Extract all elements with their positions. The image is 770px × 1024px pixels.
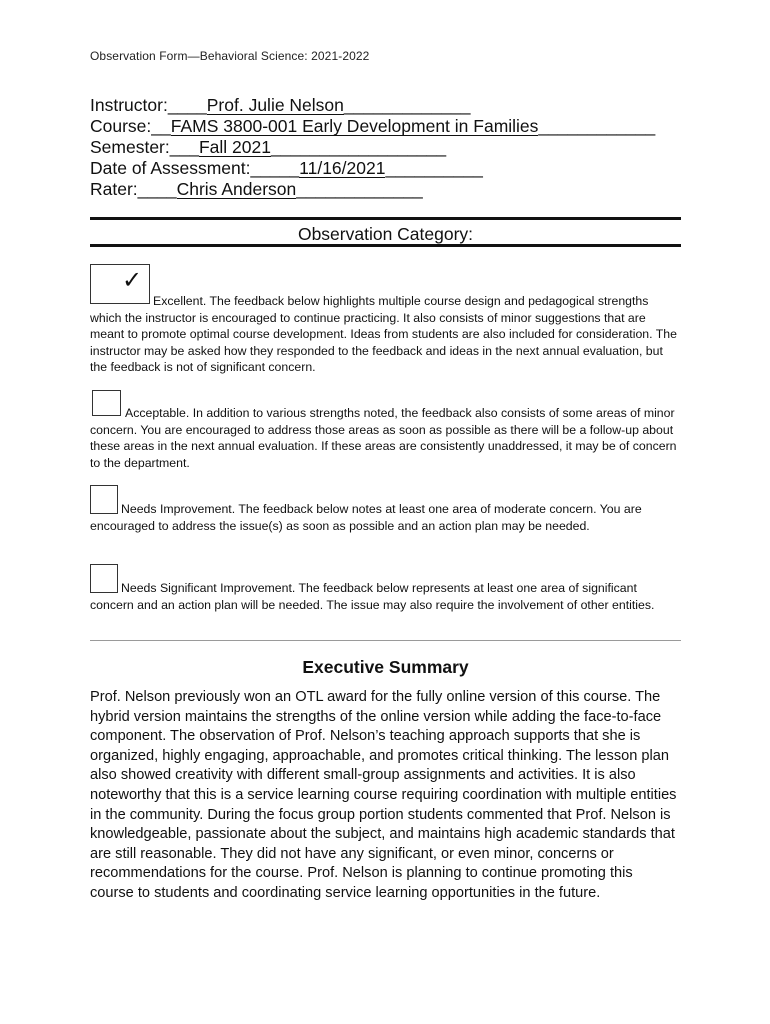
executive-summary-title: Executive Summary: [302, 657, 469, 677]
section-divider: [90, 640, 681, 641]
needs-improvement-label: Needs Improvement.: [121, 502, 236, 516]
course-underline-pre: __: [151, 116, 171, 136]
semester-underline-post: __________________: [270, 137, 447, 157]
excellent-label: Excellent.: [153, 294, 207, 308]
date-value: 11/16/2021: [299, 158, 386, 178]
instructor-label: Instructor:: [90, 95, 168, 115]
date-underline-post: __________: [385, 158, 483, 178]
excellent-description: The feedback below highlights multiple course design and pedagogical strengths which the instructor is encouraged to continue practicing. It also consists of minor suggestions that are meant to promote optimal course development. Ideas from students are also included for consideration. The instructor may be asked how they responded to the feedback and ideas in the next annual evaluation, but the feedback is not of significant concern.: [90, 294, 677, 374]
instructor-field: [90, 95, 470, 116]
form-header: Observation Form—Behavioral Science: 2021-2022: [90, 49, 370, 63]
acceptable-description: In addition to various strengths noted, the feedback also consists of some areas of minor concern. You are encouraged to address those areas as soon as possible as there will be a follow-up about these areas in the next annual evaluation. If these areas are consistently unaddressed, it may be of concern to the department.: [90, 406, 677, 470]
course-label: Course:: [90, 116, 152, 136]
acceptable-option: [90, 405, 682, 471]
rater-underline-pre: ____: [137, 179, 177, 199]
category-top-rule: [90, 217, 681, 220]
course-underline-post: ____________: [538, 116, 656, 136]
acceptable-label: Acceptable.: [125, 406, 190, 420]
needs-significant-improvement-description: The feedback below represents at least one area of significant concern and an action plan will be needed. The issue may also require the involvement of other entities.: [90, 581, 655, 612]
instructor-value: Prof. Julie Nelson: [206, 95, 344, 115]
rater-underline-post: _____________: [296, 179, 423, 199]
date-underline-pre: _____: [250, 158, 300, 178]
rater-label: Rater:: [90, 179, 138, 199]
needs-significant-improvement-label: Needs Significant Improvement.: [121, 581, 296, 595]
executive-summary-body: Prof. Nelson previously won an OTL award for the fully online version of this course. The hybrid version maintains the strengths of the online version while adding the face-to-face component. The observation of Prof. Nelson’s teaching approach supports that she is organized, highly engaging, approachable, and promotes critical thinking. The lesson plan also showed creativity with different small-group assignments and activities. It is also noteworthy that this is a service learning course requiring coordination with multiple entities in the community. During the focus group portion students commented that Prof. Nelson is knowledgeable, passionate about the subject, and maintains high academic standards that are still reasonable. They did not have any significant, or even minor, concerns or recommendations for the course. Prof. Nelson is planning to continue promoting this course to students and coordinating service learning opportunities in the future.: [90, 689, 677, 901]
rater-value: Chris Anderson: [176, 179, 297, 199]
instructor-underline-post: _____________: [343, 95, 471, 115]
course-value: FAMS 3800-001 Early Development in Families: [170, 116, 539, 136]
needs-improvement-option: [90, 501, 682, 534]
observation-category-title: Observation Category:: [297, 224, 474, 244]
semester-field: [90, 137, 446, 158]
needs-improvement-description: The feedback below notes at least one area of moderate concern. You are encouraged to address the issue(s) as soon as possible and an action plan may be needed.: [90, 502, 642, 533]
date-field: [90, 158, 483, 179]
course-field: [90, 116, 655, 137]
semester-label: Semester:: [90, 137, 170, 157]
category-bottom-rule: [90, 244, 681, 247]
instructor-underline-pre: ____: [167, 95, 207, 115]
check-mark-icon: ✓: [122, 266, 143, 294]
needs-significant-improvement-option: [90, 580, 682, 613]
excellent-option: [90, 293, 682, 376]
rater-field: [90, 179, 423, 200]
semester-underline-pre: ___: [169, 137, 199, 157]
date-label: Date of Assessment:: [90, 158, 251, 178]
semester-value: Fall 2021: [198, 137, 271, 157]
